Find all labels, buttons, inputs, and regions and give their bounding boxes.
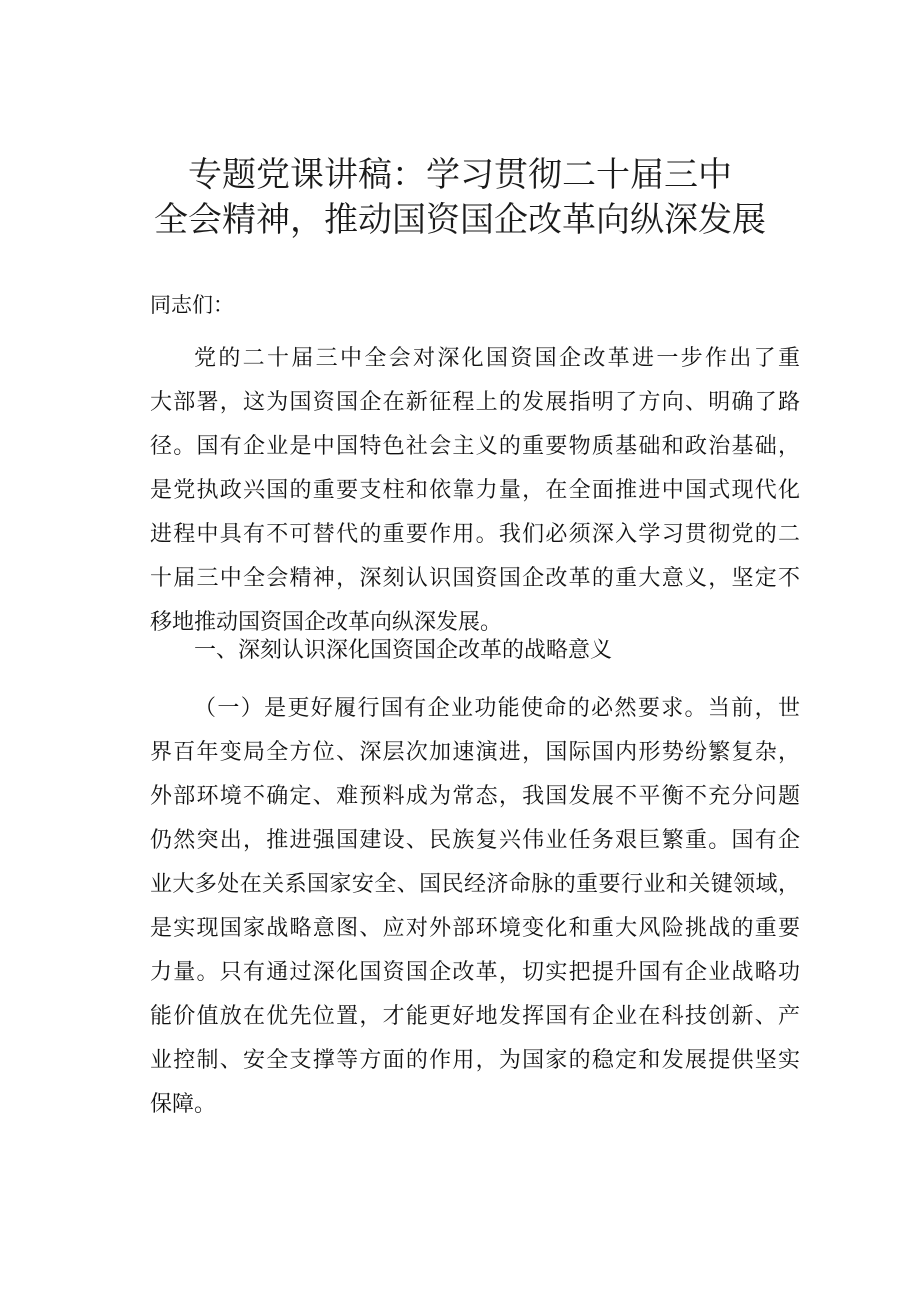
- section-heading: 一、深刻认识深化国资国企改革的战略意义: [194, 638, 613, 663]
- document-title-line-2: 全会精神，推动国资国企改革向纵深发展: [154, 200, 766, 240]
- paragraph-line: 大部署，这为国资国企在新征程上的发展指明了方向、明确了路: [150, 390, 800, 415]
- paragraph-line: 业控制、安全支撑等方面的作用，为国家的稳定和发展提供坚实: [150, 1048, 800, 1073]
- paragraph-line: （一）是更好履行国有企业功能使命的必然要求。当前，世: [194, 696, 800, 721]
- paragraph-line: 移地推动国资国企改革向纵深发展。: [150, 610, 503, 635]
- document-title-line-1: 专题党课讲稿：学习贯彻二十届三中: [188, 155, 732, 195]
- paragraph-line: 界百年变局全方位、深层次加速演进，国际国内形势纷繁复杂，: [150, 740, 800, 765]
- paragraph-line: 是党执政兴国的重要支柱和依靠力量，在全面推进中国式现代化: [150, 478, 800, 503]
- paragraph-line: 是实现国家战略意图、应对外部环境变化和重大风险挑战的重要: [150, 916, 800, 941]
- paragraph-line: 业大多处在关系国家安全、国民经济命脉的重要行业和关键领域，: [150, 872, 800, 897]
- paragraph-line: 十届三中全会精神，深刻认识国资国企改革的重大意义，坚定不: [150, 566, 800, 591]
- salutation: 同志们：: [150, 293, 234, 317]
- paragraph-line: 仍然突出，推进强国建设、民族复兴伟业任务艰巨繁重。国有企: [150, 828, 800, 853]
- paragraph-section-1: [150, 687, 800, 1127]
- paragraph-line: 力量。只有通过深化国资国企改革，切实把提升国有企业战略功: [150, 960, 800, 985]
- paragraph-line: 保障。: [150, 1092, 217, 1117]
- paragraph-line: 径。国有企业是中国特色社会主义的重要物质基础和政治基础，: [150, 434, 800, 459]
- paragraph-line: 外部环境不确定、难预料成为常态，我国发展不平衡不充分问题: [150, 784, 800, 809]
- paragraph-line: 进程中具有不可替代的重要作用。我们必须深入学习贯彻党的二: [150, 522, 800, 547]
- paragraph-line: 党的二十届三中全会对深化国资国企改革进一步作出了重: [194, 346, 800, 371]
- paragraph-line: 能价值放在优先位置，才能更好地发挥国有企业在科技创新、产: [150, 1004, 800, 1029]
- paragraph-intro: [150, 337, 800, 645]
